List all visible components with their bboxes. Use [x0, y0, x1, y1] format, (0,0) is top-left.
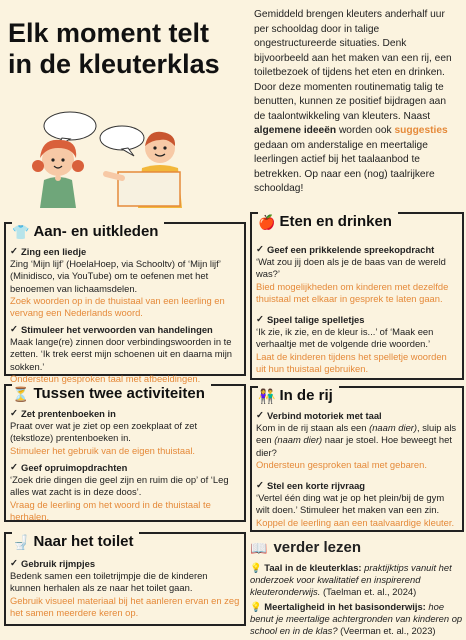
list-item: ✓ Verbind motoriek met taal Kom in de rij staan als een (naam dier), sluip als een (naam dier) naar je stoel. Hoe beweegt het dier? Ondersteun gesproken taal met gebaren. [256, 410, 457, 470]
check-icon: ✓ [10, 558, 19, 569]
card-tussen-activiteiten [4, 384, 246, 522]
list-item: ✓ Zet prentenboeken in Praat over wat je ziet op een zoekplaat of zet (tekstloze) prentenboeken in. Stimuleer het gebruik van de eigen thuistaal. [10, 408, 198, 456]
check-icon: ✓ [256, 244, 265, 255]
check-icon: ✓ [256, 314, 265, 325]
children-illustration [10, 108, 230, 208]
section-title-verder-lezen: 📖 verder lezen [250, 539, 361, 556]
list-item: 💡 Meertaligheid in het basisonderwijs: hoe benut je meertalige achtergronden van kinderen op school en in de klas? (Veerman et. al., 2023) [250, 600, 463, 637]
list-item: ✓ Stimuleer het verwoorden van handelingen Maak lange(re) zinnen door verbindingswoorden in te zetten. ‘Ik trek eerst mijn schoenen uit en daarna mijn sokken.’ Ondersteun gesproken taal met afbeeldingen. [10, 324, 232, 384]
section-title-in-de-rij: 👫 In de rij [258, 386, 339, 406]
apple-icon: 🍎 [258, 214, 276, 230]
list-item: ✓ Zing een liedje Zing ‘Mijn lijf’ (HoelaHoep, via Schooltv) of ‘Mijn lijf’ (Minidisco, via YouTube) om te oefenen met het benoemen van lichaamsdelen. Zoek woorden op in de thuistaal van een leerling en vervang een Nederlands woord. [10, 246, 225, 319]
people-icon: 👫 [258, 388, 276, 404]
lightbulb-icon: 💡 [250, 600, 262, 612]
list-item: ✓ Geef opruimopdrachten ‘Zoek drie dingen die geel zijn en ruim die op’ of ‘Leg alles wat zacht is in deze doos’. Vraag de leerling om het woord in de thuistaal te herhalen. [10, 462, 229, 522]
section-title-eten-drinken: 🍎 Eten en drinken [258, 212, 398, 232]
page-title: Elk moment telt in de kleuterklas [8, 18, 220, 79]
section-title-tussen-activiteiten: ⏳ Tussen twee activiteiten [12, 384, 211, 404]
check-icon: ✓ [10, 324, 19, 335]
section-title-naar-toilet: 🚽 Naar het toilet [12, 532, 139, 552]
list-item: ✓ Geef een prikkelende spreekopdracht ‘Wat zou jij doen als je de baas van de wereld was?’ Bied mogelijkheden om kinderen met dezelfde thuistaal met elkaar in gesprek te laten gaan. [256, 244, 449, 304]
hourglass-icon: ⏳ [12, 386, 30, 402]
check-icon: ✓ [10, 246, 19, 257]
card-aan-uitkleden [4, 222, 246, 384]
list-item: ✓ Gebruik rijmpjes Bedenk samen een toiletrijmpje die de kinderen kunnen herhalen als ze naar het toilet gaan. Gebruik visueel materiaal bij het aanleren ervan en zeg het samen meerdere keren op. [10, 558, 240, 618]
check-icon: ✓ [256, 410, 265, 421]
check-icon: ✓ [10, 408, 19, 419]
toilet-icon: 🚽 [12, 534, 30, 550]
section-title-aan-uitkleden: 👕 Aan- en uitkleden [12, 222, 164, 242]
check-icon: ✓ [256, 480, 265, 491]
card-naar-toilet [4, 532, 246, 626]
shirt-icon: 👕 [12, 224, 30, 240]
check-icon: ✓ [10, 462, 19, 473]
lightbulb-icon: 💡 [250, 562, 262, 573]
book-icon: 📖 [250, 540, 268, 556]
verder-lezen-section [250, 538, 464, 638]
card-eten-drinken [250, 212, 464, 380]
card-in-de-rij [250, 386, 464, 532]
list-item: ✓ Speel talige spelletjes ‘Ik zie, ik zie, en de kleur is...’ of ‘Maak een verhaaltje met de volgende drie woorden.’ Laat de kinderen tijdens het spelletje woorden uit hun thuistaal gebruiken. [256, 314, 447, 374]
list-item: 💡 Taal in de kleuterklas: praktijktips vanuit het onderzoek voor kwalitatief en inspirerend kleuteronderwijs. (Taelman et. al., 2024) [250, 562, 452, 598]
list-item: ✓ Stel een korte rijvraag ‘Vertel één ding wat je op het plein/bij de gym wilt doen.’ Stimuleer het maken van een zin. Koppel de leerling aan een taalvaardige kleuter. [256, 480, 455, 528]
intro-text: Gemiddeld brengen kleuters anderhalf uur per schooldag door in talige ongestructureerde situaties. Denk bijvoorbeeld aan het maken van een rij, een toiletbezoek of tijdens het eten en drinken. Door deze momenten routinematig talig te benutten, kunnen ze positief bijdragen aan de taalontwikkeling van kleuters. Naast algemene ideeën worden ook suggesties gedaan om anderstalige en meertalige leerlingen actief bij het taalaanbod te betrekken. Op naar een (nog) taalrijkere schooldag! [254, 9, 452, 194]
